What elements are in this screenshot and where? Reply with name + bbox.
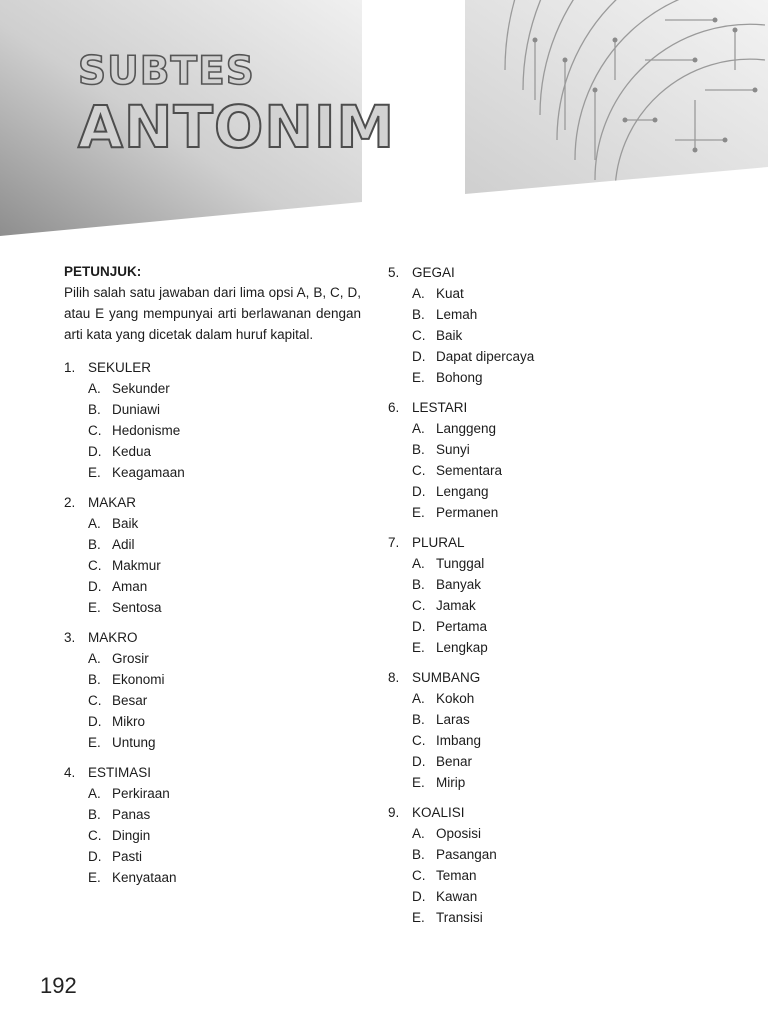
- option-a: [388, 553, 688, 574]
- option-letter: B.: [88, 402, 101, 417]
- option-text: Kedua: [112, 444, 152, 459]
- option-letter: C.: [412, 598, 426, 613]
- question-word: MAKAR: [88, 495, 137, 510]
- question-word: SEKULER: [88, 360, 152, 375]
- option-c: [388, 325, 688, 346]
- option-letter: D.: [88, 714, 102, 729]
- option-c: [388, 865, 688, 886]
- option-letter: A.: [412, 286, 425, 301]
- option-text: Adil: [112, 537, 135, 552]
- option-d: [64, 711, 361, 732]
- option-e: [388, 772, 688, 793]
- page-number: 192: [40, 973, 77, 998]
- option-d: [64, 441, 361, 462]
- option-text: Ekonomi: [112, 672, 165, 687]
- question-word: SUMBANG: [412, 670, 481, 685]
- option-d: [388, 886, 688, 907]
- question-number: 9.: [388, 805, 400, 820]
- option-text: Sentosa: [112, 600, 162, 615]
- option-text: Sunyi: [436, 442, 470, 457]
- option-text: Hedonisme: [112, 423, 181, 438]
- option-d: [64, 846, 361, 867]
- question-4: [64, 762, 361, 888]
- option-letter: D.: [412, 754, 426, 769]
- option-letter: A.: [412, 691, 425, 706]
- option-text: Kokoh: [436, 691, 475, 706]
- option-text: Bohong: [436, 370, 483, 385]
- option-text: Benar: [436, 754, 473, 769]
- question-number: 7.: [388, 535, 400, 550]
- option-letter: B.: [412, 847, 425, 862]
- option-letter: D.: [412, 889, 426, 904]
- option-text: Teman: [436, 868, 477, 883]
- option-text: Dapat dipercaya: [436, 349, 535, 364]
- option-text: Imbang: [436, 733, 482, 748]
- option-e: [64, 597, 361, 618]
- question-word: GEGAI: [412, 265, 455, 280]
- left-column: [64, 262, 361, 897]
- option-letter: E.: [412, 640, 425, 655]
- option-letter: D.: [412, 484, 426, 499]
- option-b: [388, 439, 688, 460]
- option-text: Kawan: [436, 889, 478, 904]
- option-text: Pasti: [112, 849, 143, 864]
- option-text: Grosir: [112, 651, 149, 666]
- option-text: Laras: [436, 712, 470, 727]
- option-a: [388, 823, 688, 844]
- option-e: [388, 502, 688, 523]
- option-letter: E.: [412, 910, 425, 925]
- option-a: [64, 378, 361, 399]
- option-b: [388, 844, 688, 865]
- option-b: [64, 804, 361, 825]
- option-text: Pasangan: [436, 847, 497, 862]
- option-text: Duniawi: [112, 402, 161, 417]
- option-text: Transisi: [436, 910, 483, 925]
- option-a: [388, 418, 688, 439]
- option-c: [64, 690, 361, 711]
- option-a: [64, 783, 361, 804]
- option-c: [388, 595, 688, 616]
- option-letter: B.: [412, 577, 425, 592]
- option-letter: E.: [88, 735, 101, 750]
- option-text: Keagamaan: [112, 465, 185, 480]
- question-8: [388, 667, 688, 793]
- question-number: 2.: [64, 495, 76, 510]
- option-text: Lengang: [436, 484, 489, 499]
- option-d: [388, 346, 688, 367]
- option-letter: B.: [88, 537, 101, 552]
- option-letter: E.: [412, 370, 425, 385]
- option-b: [64, 399, 361, 420]
- option-letter: D.: [412, 619, 426, 634]
- option-letter: A.: [88, 651, 101, 666]
- option-letter: E.: [88, 465, 101, 480]
- option-letter: C.: [412, 328, 426, 343]
- question-9: [388, 802, 688, 928]
- option-text: Kuat: [436, 286, 464, 301]
- option-letter: A.: [88, 381, 101, 396]
- option-letter: E.: [88, 870, 101, 885]
- option-letter: C.: [88, 423, 102, 438]
- option-letter: C.: [412, 463, 426, 478]
- option-text: Permanen: [436, 505, 499, 520]
- option-text: Aman: [112, 579, 148, 594]
- option-letter: B.: [88, 807, 101, 822]
- option-letter: A.: [88, 516, 101, 531]
- question-word: PLURAL: [412, 535, 465, 550]
- option-text: Sekunder: [112, 381, 170, 396]
- question-number: 1.: [64, 360, 76, 375]
- option-text: Panas: [112, 807, 151, 822]
- option-c: [388, 730, 688, 751]
- option-d: [388, 751, 688, 772]
- option-text: Besar: [112, 693, 148, 708]
- option-a: [388, 283, 688, 304]
- question-number: 6.: [388, 400, 400, 415]
- option-letter: E.: [412, 775, 425, 790]
- option-b: [388, 574, 688, 595]
- question-5: [388, 262, 688, 388]
- option-letter: C.: [88, 693, 102, 708]
- question-7: [388, 532, 688, 658]
- option-text: Makmur: [112, 558, 161, 573]
- option-text: Oposisi: [436, 826, 482, 841]
- question-3: [64, 627, 361, 753]
- question-1: [64, 357, 361, 483]
- option-letter: D.: [412, 349, 426, 364]
- option-letter: E.: [88, 600, 101, 615]
- option-letter: A.: [88, 786, 101, 801]
- title-antonim: ANTONIM: [78, 93, 396, 161]
- option-letter: B.: [412, 307, 425, 322]
- option-text: Lemah: [436, 307, 478, 322]
- option-e: [64, 732, 361, 753]
- option-text: Baik: [436, 328, 463, 343]
- option-letter: A.: [412, 826, 425, 841]
- option-text: Baik: [112, 516, 139, 531]
- option-b: [388, 709, 688, 730]
- question-word: ESTIMASI: [88, 765, 152, 780]
- question-word: LESTARI: [412, 400, 468, 415]
- option-letter: A.: [412, 556, 425, 571]
- option-a: [64, 513, 361, 534]
- option-e: [388, 367, 688, 388]
- question-number: 4.: [64, 765, 76, 780]
- option-a: [64, 648, 361, 669]
- instructions-text: Pilih salah satu jawaban dari lima opsi A, B, C, D, atau E yang mempunyai arti berlawanan dengan arti kata yang dicetak dalam huruf kapital.: [64, 285, 361, 342]
- option-letter: D.: [88, 444, 102, 459]
- option-letter: B.: [412, 442, 425, 457]
- option-letter: A.: [412, 421, 425, 436]
- option-text: Perkiraan: [112, 786, 170, 801]
- question-number: 3.: [64, 630, 76, 645]
- option-letter: D.: [88, 849, 102, 864]
- option-text: Lengkap: [436, 640, 488, 655]
- option-letter: C.: [88, 828, 102, 843]
- option-c: [64, 825, 361, 846]
- question-number: 5.: [388, 265, 400, 280]
- option-letter: D.: [88, 579, 102, 594]
- option-text: Sementara: [436, 463, 503, 478]
- option-text: Mirip: [436, 775, 466, 790]
- option-letter: B.: [88, 672, 101, 687]
- option-c: [64, 420, 361, 441]
- question-6: [388, 397, 688, 523]
- instructions-heading: PETUNJUK:: [64, 264, 142, 279]
- option-text: Kenyataan: [112, 870, 177, 885]
- option-c: [64, 555, 361, 576]
- option-e: [388, 637, 688, 658]
- option-letter: E.: [412, 505, 425, 520]
- option-letter: C.: [412, 733, 426, 748]
- option-d: [64, 576, 361, 597]
- question-number: 8.: [388, 670, 400, 685]
- option-text: Mikro: [112, 714, 145, 729]
- option-letter: C.: [88, 558, 102, 573]
- right-column: [388, 262, 688, 937]
- option-text: Jamak: [436, 598, 476, 613]
- option-d: [388, 481, 688, 502]
- option-text: Untung: [112, 735, 156, 750]
- option-d: [388, 616, 688, 637]
- title-subtes: SUBTES: [78, 49, 255, 94]
- question-word: MAKRO: [88, 630, 138, 645]
- option-e: [64, 462, 361, 483]
- option-c: [388, 460, 688, 481]
- option-b: [64, 534, 361, 555]
- option-e: [388, 907, 688, 928]
- option-text: Langgeng: [436, 421, 497, 436]
- option-text: Dingin: [112, 828, 151, 843]
- option-e: [64, 867, 361, 888]
- option-text: Tunggal: [436, 556, 485, 571]
- option-b: [388, 304, 688, 325]
- option-letter: B.: [412, 712, 425, 727]
- header-banner-right: [465, 0, 768, 194]
- question-2: [64, 492, 361, 618]
- option-a: [388, 688, 688, 709]
- question-word: KOALISI: [412, 805, 465, 820]
- option-text: Pertama: [436, 619, 488, 634]
- option-b: [64, 669, 361, 690]
- option-letter: C.: [412, 868, 426, 883]
- option-text: Banyak: [436, 577, 482, 592]
